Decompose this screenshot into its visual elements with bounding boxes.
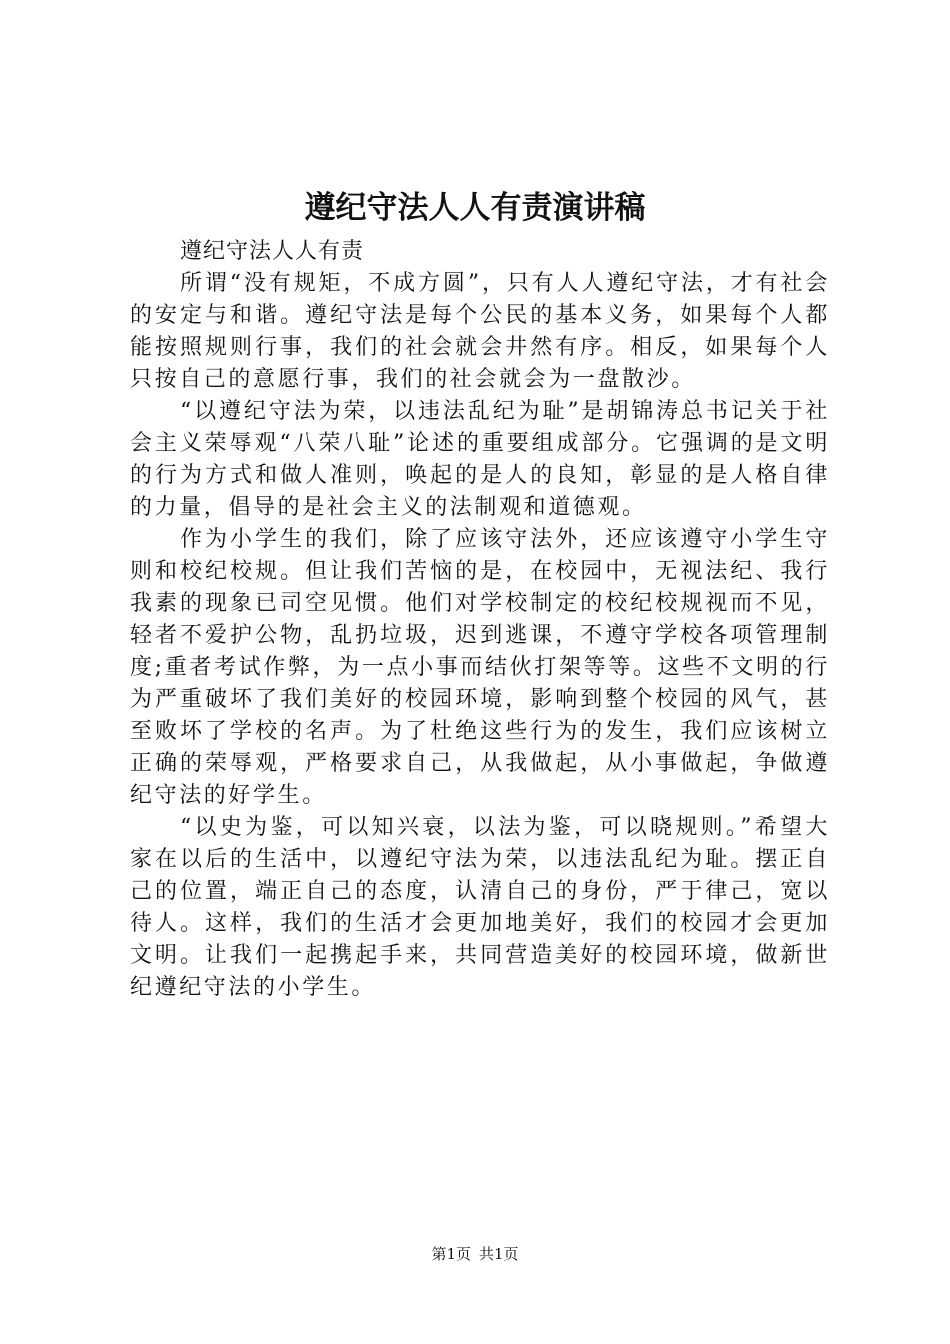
page-total: 共1页 xyxy=(479,1245,519,1263)
paragraph: 所谓“没有规矩，不成方圆”，只有人人遵纪守法，才有社会的安定与和谐。遵纪守法是每个公民的基本义务，如果每个人都能按照规则行事，我们的社会就会井然有序。相反，如果每个人只按自己的意愿行事，我们的社会就会为一盘散沙。 xyxy=(130,271,830,392)
page-number: 第1页 xyxy=(431,1245,471,1263)
paragraph: 作为小学生的我们，除了应该守法外，还应该遵守小学生守则和校纪校规。但让我们苦恼的是，在校园中，无视法纪、我行我素的现象已司空见惯。他们对学校制定的校纪校规视而不见，轻者不爱护公物，乱扔垃圾，迟到逃课，不遵守学校各项管理制度;重者考试作弊，为一点小事而结伙打架等等。这些不文明的行为严重破坏了我们美好的校园环境，影响到整个校园的风气，甚至败坏了学校的名声。为了杜绝这些行为的发生，我们应该树立正确的荣辱观，严格要求自己，从我做起，从小事做起，争做遵纪守法的好学生。 xyxy=(130,527,830,808)
paragraph-subtitle: 遵纪守法人人有责 xyxy=(180,239,365,264)
document-title: 遵纪守法人人有责演讲稿 xyxy=(304,190,646,226)
document-body xyxy=(130,236,830,1004)
paragraph: “以遵纪守法为荣，以违法乱纪为耻”是胡锦涛总书记关于社会主义荣辱观“八荣八耻”论述的重要组成部分。它强调的是文明的行为方式和做人准则，唤起的是人的良知，彰显的是人格自律的力量，倡导的是社会主义的法制观和道德观。 xyxy=(130,399,830,520)
page-footer xyxy=(0,1244,950,1264)
paragraph: “以史为鉴，可以知兴衰，以法为鉴，可以晓规则。”希望大家在以后的生活中，以遵纪守法为荣，以违法乱纪为耻。摆正自己的位置，端正自己的态度，认清自己的身份，严于律己，宽以待人。这样，我们的生活才会更加地美好，我们的校园才会更加文明。让我们一起携起手来，共同营造美好的校园环境，做新世纪遵纪守法的小学生。 xyxy=(130,815,830,1000)
